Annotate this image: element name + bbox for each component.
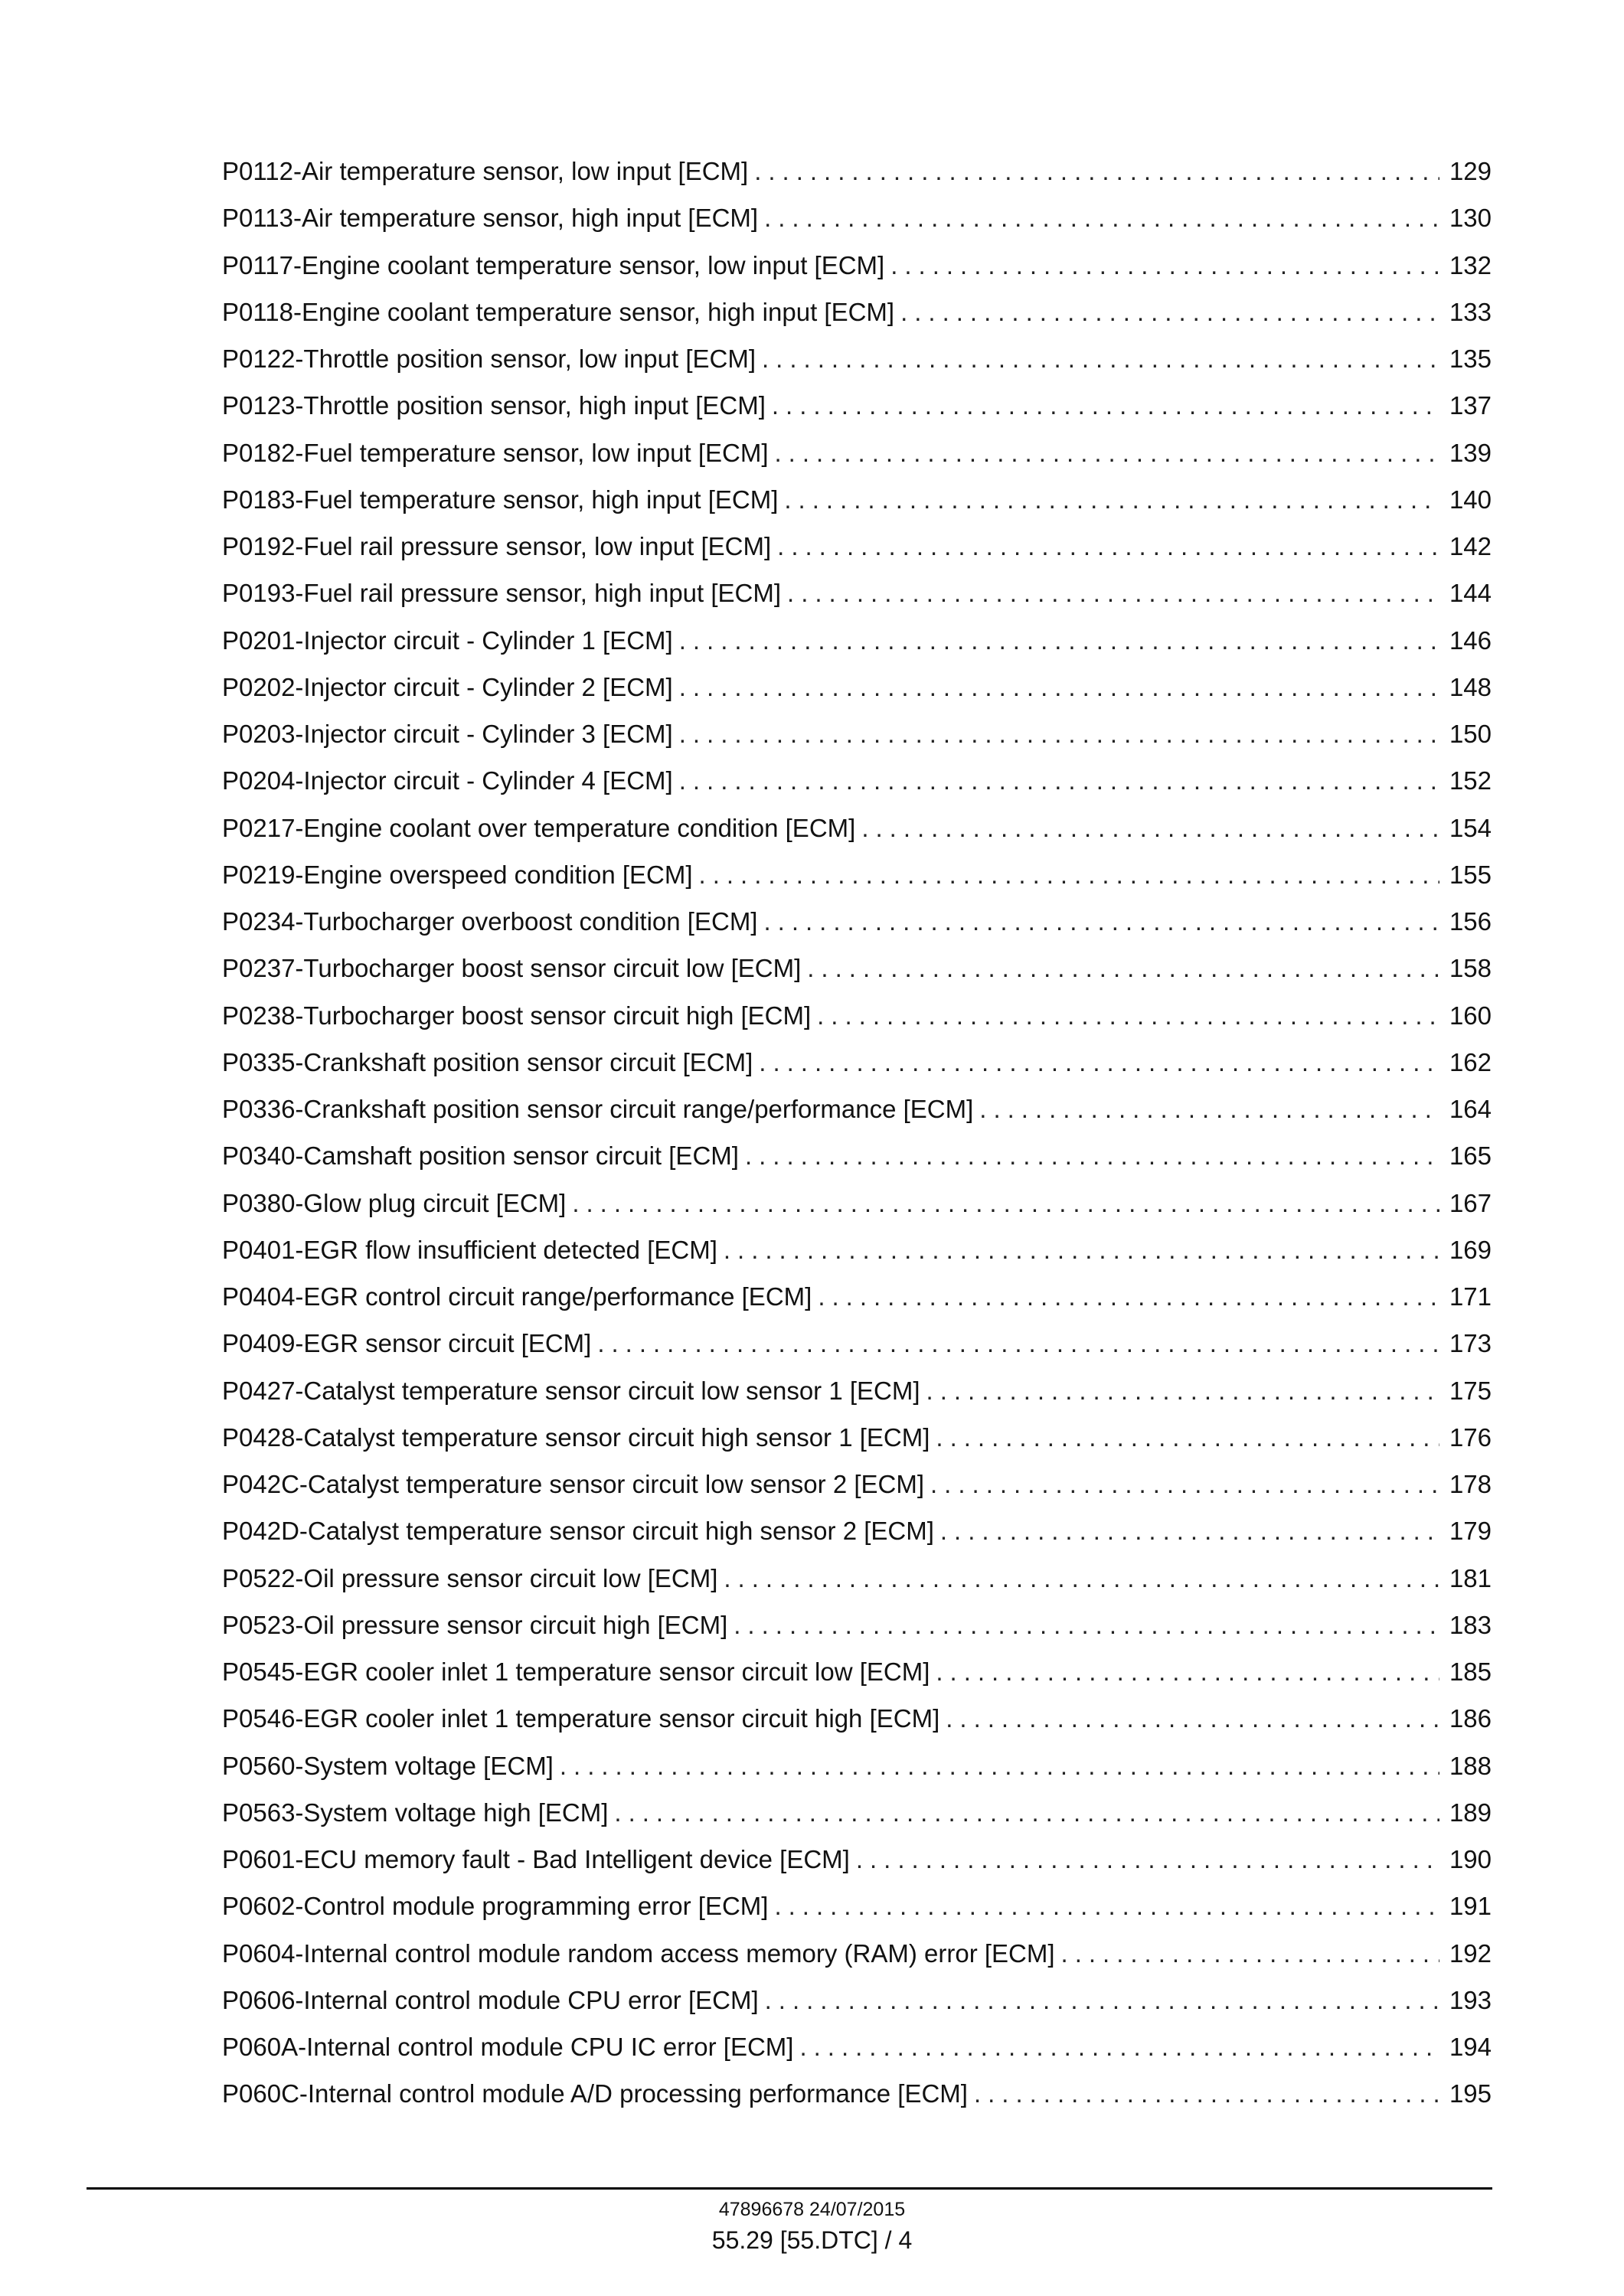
dot-leader	[724, 1226, 1439, 1273]
toc-entry[interactable]	[222, 382, 1492, 429]
toc-entry-page-number[interactable]: 185	[1449, 1657, 1492, 1686]
toc-entry-page-number[interactable]: 194	[1449, 2033, 1492, 2061]
toc-entry-title[interactable]: P0123-Throttle position sensor, high input [ECM]	[222, 391, 766, 420]
toc-entry-page-number[interactable]: 191	[1449, 1892, 1492, 1921]
dot-leader	[817, 992, 1439, 1039]
toc-entry[interactable]	[222, 757, 1492, 804]
toc-entry-title[interactable]: P0182-Fuel temperature sensor, low input [ECM]	[222, 438, 769, 467]
toc-entry[interactable]	[222, 1930, 1492, 1977]
dot-leader	[818, 1273, 1439, 1320]
toc-entry-page-number[interactable]: 165	[1449, 1141, 1492, 1171]
dot-leader	[936, 1414, 1439, 1461]
dot-leader	[772, 382, 1439, 429]
toc-entry-page-number[interactable]: 156	[1449, 907, 1492, 936]
toc-entry-page-number[interactable]: 158	[1449, 954, 1492, 983]
toc-entry[interactable]	[222, 992, 1492, 1039]
toc-entry[interactable]	[222, 570, 1492, 616]
dot-leader	[614, 1789, 1439, 1836]
dot-leader	[572, 1180, 1439, 1226]
toc-entry-title[interactable]: P0523-Oil pressure sensor circuit high [ECM]	[222, 1610, 728, 1639]
dot-leader	[926, 1367, 1439, 1414]
toc-entry-title[interactable]: P0409-EGR sensor circuit [ECM]	[222, 1329, 592, 1358]
toc-entry[interactable]	[222, 2070, 1492, 2117]
dot-leader	[762, 335, 1439, 382]
toc-entry[interactable]	[222, 945, 1492, 991]
toc-entry-title[interactable]: P0335-Crankshaft position sensor circuit [ECM]	[222, 1047, 753, 1076]
toc-entry[interactable]	[222, 617, 1492, 664]
toc-entry-page-number[interactable]: 160	[1449, 1001, 1492, 1030]
toc-entry-title[interactable]: P0604-Internal control module random access memory (RAM) error [ECM]	[222, 1938, 1055, 1968]
toc-entry-title[interactable]: P0117-Engine coolant temperature sensor, low input [ECM]	[222, 250, 885, 279]
toc-entry-page-number[interactable]: 130	[1449, 204, 1492, 233]
toc-entry-title[interactable]: P0546-EGR cooler inlet 1 temperature sensor circuit high [ECM]	[222, 1704, 940, 1733]
toc-entry[interactable]	[222, 429, 1492, 476]
dot-leader	[1061, 1930, 1439, 1977]
toc-entry-title[interactable]: P0238-Turbocharger boost sensor circuit high [ECM]	[222, 1001, 812, 1030]
toc-entry-title[interactable]: P0237-Turbocharger boost sensor circuit low [ECM]	[222, 954, 802, 983]
toc-entry-page-number[interactable]: 175	[1449, 1376, 1492, 1405]
toc-entry[interactable]	[222, 2023, 1492, 2070]
dot-leader	[679, 710, 1439, 757]
toc-entry-title[interactable]: P0113-Air temperature sensor, high input [ECM]	[222, 204, 759, 233]
toc-entry-title[interactable]: P0380-Glow plug circuit [ECM]	[222, 1188, 567, 1217]
toc-entry-page-number[interactable]: 135	[1449, 345, 1492, 373]
toc-entry-page-number[interactable]: 155	[1449, 860, 1492, 889]
toc-entry[interactable]	[222, 1555, 1492, 1602]
toc-entry-page-number[interactable]: 173	[1449, 1329, 1492, 1358]
toc-entry-page-number[interactable]: 190	[1449, 1845, 1492, 1873]
toc-entry-title[interactable]: P0545-EGR cooler inlet 1 temperature sensor circuit low [ECM]	[222, 1657, 930, 1686]
toc-entry-page-number[interactable]: 192	[1449, 1938, 1492, 1968]
toc-entry[interactable]	[222, 1180, 1492, 1226]
dot-leader	[856, 1836, 1439, 1883]
dot-leader	[764, 194, 1439, 241]
toc-entry-page-number[interactable]: 144	[1449, 579, 1492, 608]
toc-entry-page-number[interactable]: 183	[1449, 1610, 1492, 1639]
toc-entry-title[interactable]: P0602-Control module programming error [ECM]	[222, 1892, 769, 1921]
dot-leader	[900, 289, 1439, 335]
toc-entry[interactable]	[222, 194, 1492, 241]
toc-entry[interactable]	[222, 1836, 1492, 1883]
toc-entry[interactable]	[222, 1602, 1492, 1648]
toc-entry[interactable]	[222, 242, 1492, 289]
toc-entry[interactable]	[222, 148, 1492, 194]
toc-entry-title[interactable]: P060C-Internal control module A/D processing performance [ECM]	[222, 2079, 968, 2108]
dot-leader	[734, 1602, 1439, 1648]
dot-leader	[699, 851, 1439, 898]
toc-entry-page-number[interactable]: 152	[1449, 766, 1492, 795]
toc-entry-page-number[interactable]: 167	[1449, 1188, 1492, 1217]
dot-leader	[930, 1461, 1439, 1507]
toc-entry-title[interactable]: P0427-Catalyst temperature sensor circuit low sensor 1 [ECM]	[222, 1376, 920, 1405]
toc-entry[interactable]	[222, 1883, 1492, 1929]
toc-entry-page-number[interactable]: 189	[1449, 1798, 1492, 1827]
dot-leader	[861, 805, 1439, 851]
toc-entry-page-number[interactable]: 133	[1449, 297, 1492, 326]
toc-entry-page-number[interactable]: 137	[1449, 391, 1492, 420]
toc-entry[interactable]	[222, 1742, 1492, 1789]
toc-entry-title[interactable]: P060A-Internal control module CPU IC error [ECM]	[222, 2033, 794, 2061]
toc-entry-title[interactable]: P0219-Engine overspeed condition [ECM]	[222, 860, 693, 889]
toc-entry-title[interactable]: P0217-Engine coolant over temperature condition [ECM]	[222, 813, 856, 842]
toc-entry[interactable]	[222, 1039, 1492, 1086]
toc-entry-page-number[interactable]: 186	[1449, 1704, 1492, 1733]
toc-entry-page-number[interactable]: 139	[1449, 438, 1492, 467]
toc-entry-page-number[interactable]: 154	[1449, 813, 1492, 842]
dot-leader	[560, 1742, 1439, 1789]
table-of-contents	[222, 148, 1492, 2118]
dot-leader	[799, 2023, 1439, 2070]
dot-leader	[787, 570, 1439, 616]
toc-entry-title[interactable]: P0336-Crankshaft position sensor circuit range/performance [ECM]	[222, 1095, 974, 1123]
toc-entry[interactable]	[222, 1977, 1492, 2023]
toc-entry[interactable]	[222, 1461, 1492, 1507]
toc-entry-title[interactable]: P0118-Engine coolant temperature sensor, high input [ECM]	[222, 297, 895, 326]
dot-leader	[763, 898, 1439, 945]
toc-entry-page-number[interactable]: 146	[1449, 625, 1492, 655]
dot-leader	[777, 523, 1439, 570]
toc-entry-title[interactable]: P0193-Fuel rail pressure sensor, high input [ECM]	[222, 579, 782, 608]
footer-page-number: 55.29 [55.DTC] / 4	[711, 2226, 913, 2254]
dot-leader	[765, 1977, 1439, 2023]
toc-entry[interactable]	[222, 710, 1492, 757]
toc-entry[interactable]	[222, 1367, 1492, 1414]
toc-entry-page-number[interactable]: 178	[1449, 1470, 1492, 1498]
toc-entry[interactable]	[222, 1648, 1492, 1695]
dot-leader	[974, 2070, 1439, 2117]
dot-leader	[759, 1039, 1439, 1086]
toc-entry-page-number[interactable]: 150	[1449, 720, 1492, 748]
dot-leader	[774, 1883, 1439, 1929]
toc-entry-page-number[interactable]: 179	[1449, 1517, 1492, 1546]
toc-entry-page-number[interactable]: 140	[1449, 485, 1492, 514]
dot-leader	[890, 242, 1439, 289]
toc-entry-title[interactable]: P0601-ECU memory fault - Bad Intelligent device [ECM]	[222, 1845, 850, 1873]
toc-entry-title[interactable]: P0428-Catalyst temperature sensor circuit high sensor 1 [ECM]	[222, 1422, 930, 1452]
toc-entry-page-number[interactable]: 132	[1449, 250, 1492, 279]
toc-entry-title[interactable]: P0203-Injector circuit - Cylinder 3 [ECM]	[222, 720, 673, 748]
toc-entry-title[interactable]: P0563-System voltage high [ECM]	[222, 1798, 609, 1827]
toc-entry-title[interactable]: P0234-Turbocharger overboost condition [ECM]	[222, 907, 758, 936]
toc-entry-page-number[interactable]: 181	[1449, 1563, 1492, 1592]
footer-divider	[87, 2187, 1492, 2190]
dot-leader	[946, 1695, 1439, 1742]
toc-entry[interactable]	[222, 805, 1492, 851]
dot-leader	[597, 1320, 1439, 1367]
toc-entry[interactable]	[222, 1695, 1492, 1742]
toc-entry[interactable]	[222, 523, 1492, 570]
toc-entry-page-number[interactable]: 176	[1449, 1422, 1492, 1452]
toc-entry[interactable]	[222, 898, 1492, 945]
toc-entry[interactable]	[222, 289, 1492, 335]
toc-entry-page-number[interactable]: 169	[1449, 1235, 1492, 1264]
toc-entry-page-number[interactable]: 195	[1449, 2079, 1492, 2108]
dot-leader	[936, 1648, 1439, 1695]
toc-entry-title[interactable]: P0340-Camshaft position sensor circuit [ECM]	[222, 1141, 739, 1171]
dot-leader	[784, 476, 1439, 523]
dot-leader	[775, 429, 1439, 476]
dot-leader	[745, 1132, 1439, 1179]
toc-entry-page-number[interactable]: 171	[1449, 1282, 1492, 1311]
dot-leader	[807, 945, 1439, 991]
dot-leader	[754, 148, 1439, 194]
toc-entry[interactable]	[222, 1414, 1492, 1461]
toc-entry[interactable]	[222, 1789, 1492, 1836]
toc-entry-title[interactable]: P0401-EGR flow insufficient detected [ECM]	[222, 1235, 717, 1264]
toc-entry[interactable]	[222, 1320, 1492, 1367]
footer-document-reference: 47896678 24/07/2015	[718, 2199, 906, 2220]
toc-entry-title[interactable]: P0404-EGR control circuit range/performance [ECM]	[222, 1282, 812, 1311]
toc-entry-title[interactable]: P0204-Injector circuit - Cylinder 4 [ECM]	[222, 766, 673, 795]
dot-leader	[679, 617, 1439, 664]
toc-entry-title[interactable]: P0112-Air temperature sensor, low input [ECM]	[222, 157, 749, 185]
dot-leader	[679, 757, 1439, 804]
toc-entry[interactable]	[222, 1507, 1492, 1554]
toc-entry-title[interactable]: P0192-Fuel rail pressure sensor, low input [ECM]	[222, 532, 772, 560]
toc-entry-page-number[interactable]: 193	[1449, 1985, 1492, 2014]
toc-entry-title[interactable]: P0122-Throttle position sensor, low input [ECM]	[222, 345, 756, 373]
dot-leader	[724, 1555, 1439, 1602]
toc-entry-page-number[interactable]: 148	[1449, 672, 1492, 701]
toc-entry[interactable]	[222, 664, 1492, 710]
toc-entry[interactable]	[222, 1086, 1492, 1132]
dot-leader	[679, 664, 1439, 710]
toc-entry[interactable]	[222, 335, 1492, 382]
dot-leader	[940, 1507, 1439, 1554]
toc-entry-page-number[interactable]: 142	[1449, 532, 1492, 560]
toc-entry-title[interactable]: P0606-Internal control module CPU error [ECM]	[222, 1985, 759, 2014]
dot-leader	[979, 1086, 1439, 1132]
toc-entry[interactable]	[222, 476, 1492, 523]
toc-entry[interactable]	[222, 1226, 1492, 1273]
toc-entry-title[interactable]: P0201-Injector circuit - Cylinder 1 [ECM]	[222, 625, 673, 655]
toc-entry-title[interactable]: P0202-Injector circuit - Cylinder 2 [ECM]	[222, 672, 673, 701]
toc-entry-page-number[interactable]: 188	[1449, 1751, 1492, 1780]
toc-entry-page-number[interactable]: 162	[1449, 1047, 1492, 1076]
toc-entry[interactable]	[222, 851, 1492, 898]
toc-entry[interactable]	[222, 1273, 1492, 1320]
toc-entry-title[interactable]: P042D-Catalyst temperature sensor circuit high sensor 2 [ECM]	[222, 1517, 934, 1546]
toc-entry[interactable]	[222, 1132, 1492, 1179]
toc-entry-title[interactable]: P042C-Catalyst temperature sensor circuit low sensor 2 [ECM]	[222, 1470, 925, 1498]
toc-entry-page-number[interactable]: 129	[1449, 157, 1492, 185]
toc-entry-title[interactable]: P0522-Oil pressure sensor circuit low [ECM]	[222, 1563, 718, 1592]
toc-entry-title[interactable]: P0183-Fuel temperature sensor, high input [ECM]	[222, 485, 779, 514]
toc-entry-page-number[interactable]: 164	[1449, 1095, 1492, 1123]
toc-entry-title[interactable]: P0560-System voltage [ECM]	[222, 1751, 554, 1780]
